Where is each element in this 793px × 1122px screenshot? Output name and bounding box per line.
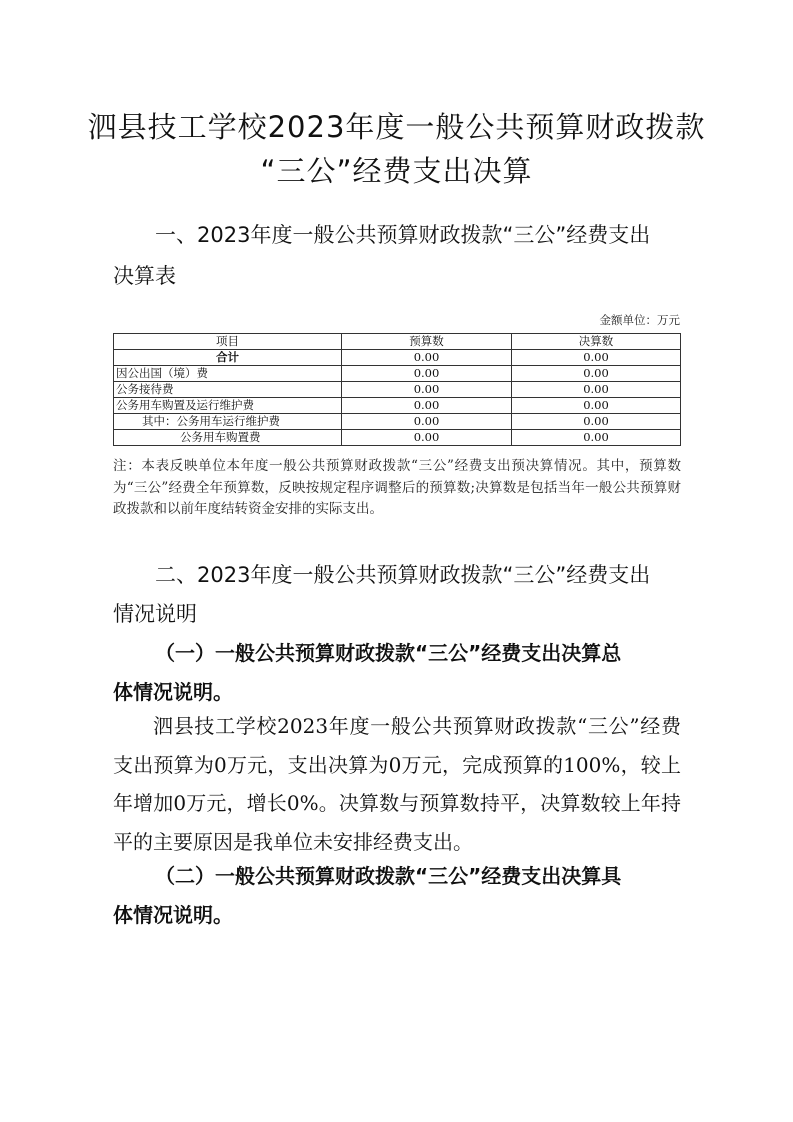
table-note: 注：本表反映单位本年度一般公共预算财政拨款“三公”经费支出预决算情况。其中，预算数为“三公”经费全年预算数，反映按规定程序调整后的预算数;决算数是包括当年一般公共预算财政拨款和以前年度结转资金安排的实际支出。 <box>113 458 681 517</box>
amount-unit-label: 金额单位：万元 <box>599 313 680 327</box>
row-final-value: 0.00 <box>512 350 681 366</box>
row-budget-value: 0.00 <box>342 350 512 366</box>
row-final-value: 0.00 <box>512 430 681 446</box>
page-title-line-2: “三公”经费支出决算 <box>260 154 533 188</box>
column-header-item: 项目 <box>114 334 342 350</box>
table-row <box>114 398 681 414</box>
section-1-heading-line-1: 一、2023年度一般公共预算财政拨款“三公”经费支出 <box>155 223 651 247</box>
row-final-value: 0.00 <box>512 398 681 414</box>
row-label: 合计 <box>114 350 342 366</box>
overview-paragraph: 泗县技工学校2023年度一般公共预算财政拨款“三公”经费支出预算为0万元，支出决算为0万元，完成预算的100%，较上年增加0万元，增长0%。决算数与预算数持平，决算数较上年持平的主要原因是我单位未安排经费支出。 <box>113 714 681 854</box>
row-budget-value: 0.00 <box>342 382 512 398</box>
section-1-heading-line-2: 决算表 <box>113 264 176 288</box>
page-title-line-1: 泗县技工学校2023年度一般公共预算财政拨款 <box>87 110 706 144</box>
row-budget-value: 0.00 <box>342 414 512 430</box>
row-budget-value: 0.00 <box>342 398 512 414</box>
row-label: 其中：公务用车运行维护费 <box>114 414 342 430</box>
row-label: 因公出国（境）费 <box>114 366 342 382</box>
column-header-budget: 预算数 <box>342 334 512 350</box>
row-budget-value: 0.00 <box>342 366 512 382</box>
row-budget-value: 0.00 <box>342 430 512 446</box>
subsection-2-heading-line-1: （二）一般公共预算财政拨款“三公”经费支出决算具 <box>155 864 622 888</box>
row-label: 公务用车购置费 <box>114 430 342 446</box>
subsection-2-heading-line-2: 体情况说明。 <box>113 903 233 927</box>
section-2-heading-line-1: 二、2023年度一般公共预算财政拨款“三公”经费支出 <box>155 563 651 587</box>
subsection-1-heading-line-2: 体情况说明。 <box>113 680 233 704</box>
table-row <box>114 414 681 430</box>
row-final-value: 0.00 <box>512 382 681 398</box>
table-row <box>114 430 681 446</box>
table-header-row <box>114 334 681 350</box>
column-header-final: 决算数 <box>512 334 681 350</box>
row-final-value: 0.00 <box>512 366 681 382</box>
row-label: 公务接待费 <box>114 382 342 398</box>
row-final-value: 0.00 <box>512 414 681 430</box>
table-row-total <box>114 350 681 366</box>
subsection-1-heading-line-1: （一）一般公共预算财政拨款“三公”经费支出决算总 <box>155 641 622 665</box>
row-label: 公务用车购置及运行维护费 <box>114 398 342 414</box>
table-row <box>114 382 681 398</box>
section-2-heading-line-2: 情况说明 <box>113 602 197 626</box>
table-row <box>114 366 681 382</box>
three-public-expenses-table <box>113 333 681 446</box>
